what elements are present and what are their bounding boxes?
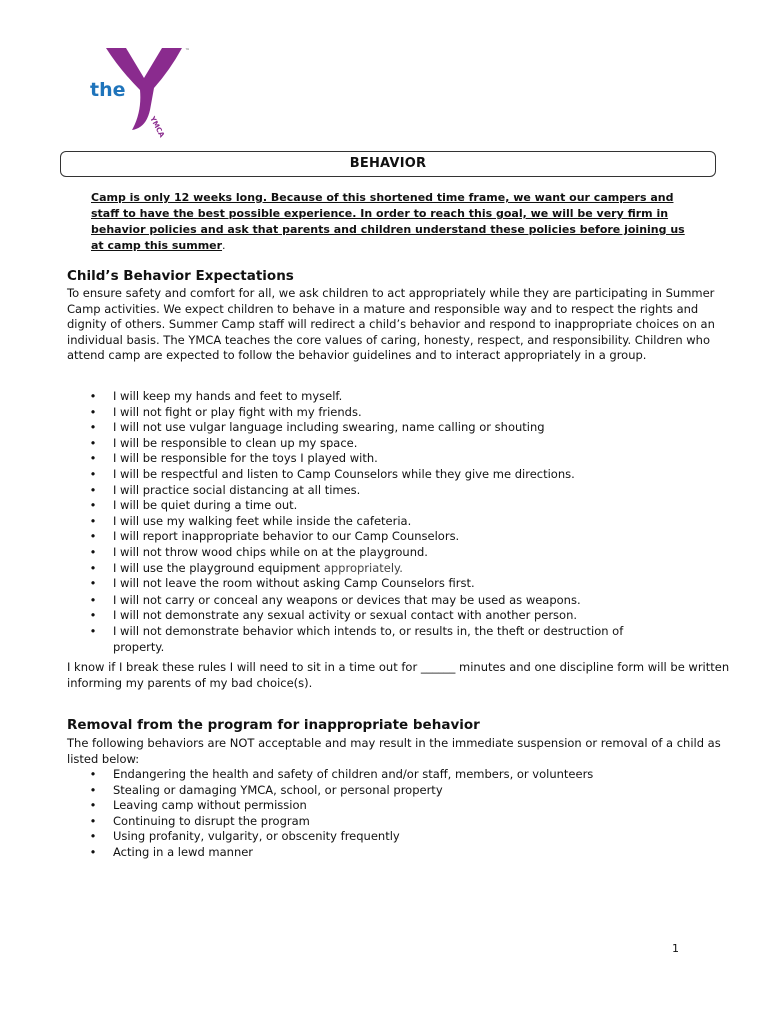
- removal-item-text: Acting in a lewd manner: [113, 844, 254, 859]
- intro-statement: [91, 190, 691, 254]
- removal-list: [67, 767, 667, 861]
- bullet-icon: •: [89, 767, 97, 781]
- list-item: [67, 498, 667, 514]
- list-item: [67, 389, 667, 405]
- bullet-icon: •: [89, 782, 97, 797]
- logo-trademark: ™: [185, 48, 190, 54]
- removal-paragraph: The following behaviors are NOT acceptable and may result in the immediate suspension or removal of a child as listed below:: [67, 736, 721, 766]
- expectations-paragraph: To ensure safety and comfort for all, we ask children to act appropriately while they are participating in Summer Camp activities. We expect children to behave in a mature and responsible way and to respect the rights and dignity of others. Summer Camp staff will redirect a child’s behavior and respond to inappropriate choices on an individual basis. The YMCA teaches the core values of caring, honesty, respect, and responsibility. Children who attend camp are expected to follow the behavior guidelines and to interact appropriately in a group.: [67, 286, 715, 363]
- page-number: 1: [672, 942, 679, 955]
- bullet-icon: •: [89, 608, 97, 623]
- bullet-icon: •: [89, 829, 97, 844]
- removal-item-text: Using profanity, vulgarity, or obscenity frequently: [113, 829, 400, 844]
- intro-text: Camp is only 12 weeks long. Because of this shortened time frame, we want our campers and staff to have the best possible experience. In order to reach this goal, we will be very firm in behavior policies and ask that parents and children understand these policies before joining us at camp this summer: [91, 191, 685, 252]
- bullet-icon: •: [89, 798, 97, 813]
- time-out-statement: I know if I break these rules I will need to sit in a time out for ______ minutes and one discipline form will be written informing my parents of my bad choice(s).: [67, 660, 730, 690]
- rule-text: I will not carry or conceal any weapons or devices that may be used as weapons.: [113, 592, 581, 607]
- rule-text: I will report inappropriate behavior to our Camp Counselors.: [113, 529, 460, 544]
- list-item: [67, 829, 667, 845]
- list-item: [67, 405, 667, 421]
- bullet-icon: •: [89, 498, 97, 513]
- rule-text: I will practice social distancing at all times.: [113, 482, 361, 497]
- bullet-icon: •: [89, 529, 97, 544]
- rule-text: I will be respectful and listen to Camp Counselors while they give me directions.: [113, 466, 575, 481]
- rule-text: I will be quiet during a time out.: [113, 498, 298, 513]
- list-item: [67, 514, 667, 530]
- rule-highlight-text: appropriately.: [323, 560, 403, 575]
- bullet-icon: •: [89, 623, 97, 638]
- rule-text: I will be responsible for the toys I played with.: [113, 451, 378, 466]
- bullet-icon: •: [89, 544, 97, 559]
- rule-text: I will not fight or play fight with my friends.: [113, 404, 362, 419]
- rule-text: I will not use vulgar language including swearing, name calling or shouting: [113, 420, 545, 435]
- bullet-icon: •: [89, 513, 97, 528]
- list-item: [67, 576, 667, 592]
- bullet-icon: •: [89, 466, 97, 481]
- bullet-icon: •: [89, 576, 97, 591]
- list-item: [67, 529, 667, 545]
- banner-title: BEHAVIOR: [349, 156, 427, 171]
- list-item: [67, 451, 667, 467]
- ymca-logo-icon: [84, 40, 194, 140]
- list-item: [67, 436, 667, 452]
- logo-ymca-text: YMCA: [148, 115, 166, 139]
- rule-text: I will not throw wood chips while on at the playground.: [113, 544, 428, 559]
- section-banner: [60, 151, 716, 177]
- list-item: [67, 467, 667, 483]
- rule-text: I will not demonstrate any sexual activity or sexual contact with another person.: [113, 608, 578, 623]
- removal-heading: Removal from the program for inappropriate behavior: [67, 717, 480, 733]
- list-item: [67, 420, 667, 436]
- list-item: [67, 845, 667, 861]
- bullet-icon: •: [89, 389, 97, 403]
- list-item: [67, 608, 667, 624]
- list-item: [67, 483, 667, 499]
- rule-text: I will be responsible to clean up my space.: [113, 435, 358, 450]
- bullet-icon: •: [89, 420, 97, 435]
- rule-text: I will not demonstrate behavior which intends to, or results in, the theft or destruction of property.: [113, 623, 624, 654]
- bullet-icon: •: [89, 844, 97, 859]
- intro-tail: .: [222, 239, 226, 252]
- list-item: [67, 814, 667, 830]
- list-item: [67, 624, 667, 655]
- bullet-icon: •: [89, 404, 97, 419]
- removal-item-text: Stealing or damaging YMCA, school, or personal property: [113, 782, 443, 797]
- list-item: [67, 767, 667, 783]
- rule-text: I will not leave the room without asking Camp Counselors first.: [113, 576, 475, 591]
- rule-text: I will use the playground equipment: [113, 560, 324, 575]
- rule-text: I will keep my hands and feet to myself.: [113, 389, 343, 403]
- ymca-logo: [84, 40, 194, 140]
- removal-item-text: Continuing to disrupt the program: [113, 813, 310, 828]
- expectations-heading: Child’s Behavior Expectations: [67, 268, 294, 284]
- list-item: [67, 798, 667, 814]
- removal-item-text: Endangering the health and safety of children and/or staff, members, or volunteers: [113, 767, 594, 781]
- removal-item-text: Leaving camp without permission: [113, 798, 307, 813]
- list-item: [67, 561, 667, 577]
- bullet-icon: •: [89, 813, 97, 828]
- bullet-icon: •: [89, 451, 97, 466]
- list-item: [67, 545, 667, 561]
- rule-text: I will use my walking feet while inside the cafeteria.: [113, 513, 412, 528]
- bullet-icon: •: [89, 482, 97, 497]
- logo-the-text: the: [90, 79, 126, 101]
- list-item: [67, 593, 667, 609]
- bullet-icon: •: [89, 435, 97, 450]
- list-item: [67, 783, 667, 799]
- bullet-icon: •: [89, 592, 97, 607]
- rules-list: [67, 389, 667, 655]
- bullet-icon: •: [89, 560, 97, 575]
